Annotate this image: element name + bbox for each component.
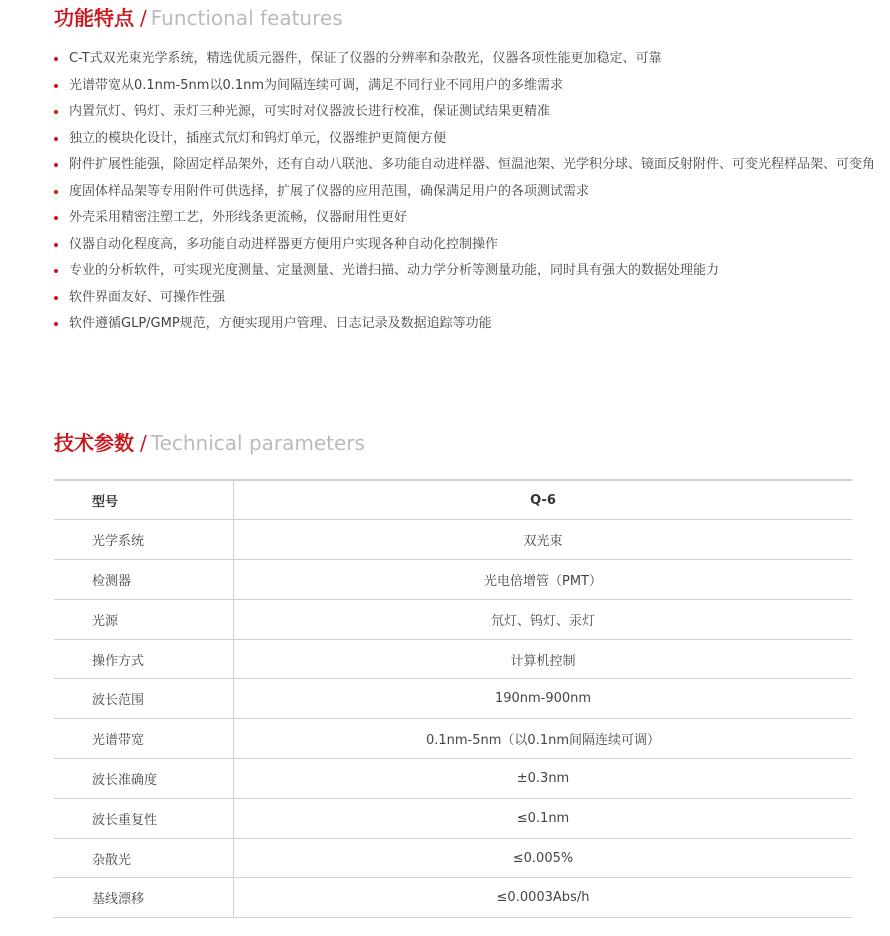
bullet-icon <box>54 216 58 220</box>
param-label: 波长准确度 <box>54 759 234 799</box>
param-value: 190nm-900nm <box>234 679 853 719</box>
params-title-zh: 技术参数 <box>54 431 134 455</box>
param-label: 光源 <box>54 599 234 639</box>
table-row <box>54 599 852 639</box>
param-value: 0.1nm-5nm（以0.1nm间隔连续可调） <box>234 719 853 759</box>
bullet-icon <box>54 243 58 247</box>
param-value: Q-6 <box>234 480 853 520</box>
feature-item <box>54 73 884 100</box>
param-label: 波长范围 <box>54 679 234 719</box>
params-section-title <box>54 431 365 455</box>
bullet-icon <box>54 110 58 114</box>
params-title-separator: / <box>140 431 147 455</box>
feature-item <box>54 205 884 232</box>
feature-item <box>54 285 884 312</box>
feature-text: 软件遵循GLP/GMP规范，方便实现用户管理、日志记录及数据追踪等功能 <box>69 316 492 331</box>
param-label: 检测器 <box>54 560 234 600</box>
feature-text: 专业的分析软件，可实现光度测量、定量测量、光谱扫描、动力学分析等测量功能，同时具有强大的数据处理能力 <box>69 263 720 278</box>
table-row <box>54 759 852 799</box>
feature-text: 内置氘灯、钨灯、汞灯三种光源，可实时对仪器波长进行校准，保证测试结果更精准 <box>69 104 551 119</box>
bullet-icon <box>54 57 58 61</box>
param-value: ≤0.005% <box>234 838 853 878</box>
param-value: ±0.3nm <box>234 759 853 799</box>
params-title-en: Technical parameters <box>150 431 365 455</box>
feature-text: 仪器自动化程度高，多功能自动进样器更方便用户实现各种自动化控制操作 <box>69 236 499 252</box>
table-row <box>54 878 852 918</box>
param-value: 氘灯、钨灯、汞灯 <box>234 599 853 639</box>
bullet-icon <box>54 163 58 167</box>
param-label: 操作方式 <box>54 639 234 679</box>
feature-list <box>54 46 884 338</box>
features-title-en: Functional features <box>150 6 343 30</box>
param-value: 光电倍增管（PMT） <box>234 560 853 600</box>
param-label: 基线漂移 <box>54 878 234 918</box>
params-table <box>54 479 852 918</box>
feature-item <box>54 179 884 206</box>
feature-item <box>54 232 884 259</box>
feature-item <box>54 99 884 126</box>
bullet-icon <box>54 269 58 273</box>
table-row <box>54 639 852 679</box>
table-row <box>54 838 852 878</box>
param-label: 杂散光 <box>54 838 234 878</box>
feature-text: 外壳采用精密注塑工艺，外形线条更流畅，仪器耐用性更好 <box>69 210 408 225</box>
param-label: 光谱带宽 <box>54 719 234 759</box>
feature-item <box>54 152 884 179</box>
features-title-separator: / <box>140 6 147 30</box>
bullet-icon <box>54 84 58 88</box>
bullet-icon <box>54 190 58 194</box>
param-value: 双光束 <box>234 520 853 560</box>
feature-text: 附件扩展性能强，除固定样品架外，还有自动八联池、多功能自动进样器、恒温池架、光学积分球、镜面反射附件、可变光程样品架、可变角 <box>69 157 876 172</box>
feature-item <box>54 126 884 153</box>
bullet-icon <box>54 137 58 141</box>
feature-text: 度固体样品架等专用附件可供选择，扩展了仪器的应用范围，确保满足用户的各项测试需求 <box>69 183 590 199</box>
table-row <box>54 560 852 600</box>
param-label: 光学系统 <box>54 520 234 560</box>
feature-text: C-T式双光束光学系统，精选优质元器件，保证了仪器的分辨率和杂散光，仪器各项性能更加稳定、可靠 <box>69 51 662 66</box>
table-row <box>54 719 852 759</box>
param-value: ≤0.1nm <box>234 798 853 838</box>
param-label: 型号 <box>54 480 234 520</box>
features-title-zh: 功能特点 <box>54 6 134 30</box>
param-value: ≤0.0003Abs/h <box>234 878 853 918</box>
bullet-icon <box>54 322 58 326</box>
param-label: 波长重复性 <box>54 798 234 838</box>
feature-text: 光谱带宽从0.1nm-5nm以0.1nm为间隔连续可调，满足不同行业不同用户的多维需求 <box>69 77 564 93</box>
table-row <box>54 798 852 838</box>
bullet-icon <box>54 296 58 300</box>
param-value: 计算机控制 <box>234 639 853 679</box>
feature-item <box>54 311 884 338</box>
table-row <box>54 480 852 520</box>
feature-item <box>54 258 884 285</box>
features-section-title <box>54 6 343 30</box>
feature-text: 独立的模块化设计，插座式氘灯和钨灯单元，仪器维护更简便方便 <box>69 130 447 146</box>
table-row <box>54 520 852 560</box>
table-row <box>54 679 852 719</box>
feature-item <box>54 46 884 73</box>
feature-text: 软件界面友好、可操作性强 <box>69 289 226 305</box>
